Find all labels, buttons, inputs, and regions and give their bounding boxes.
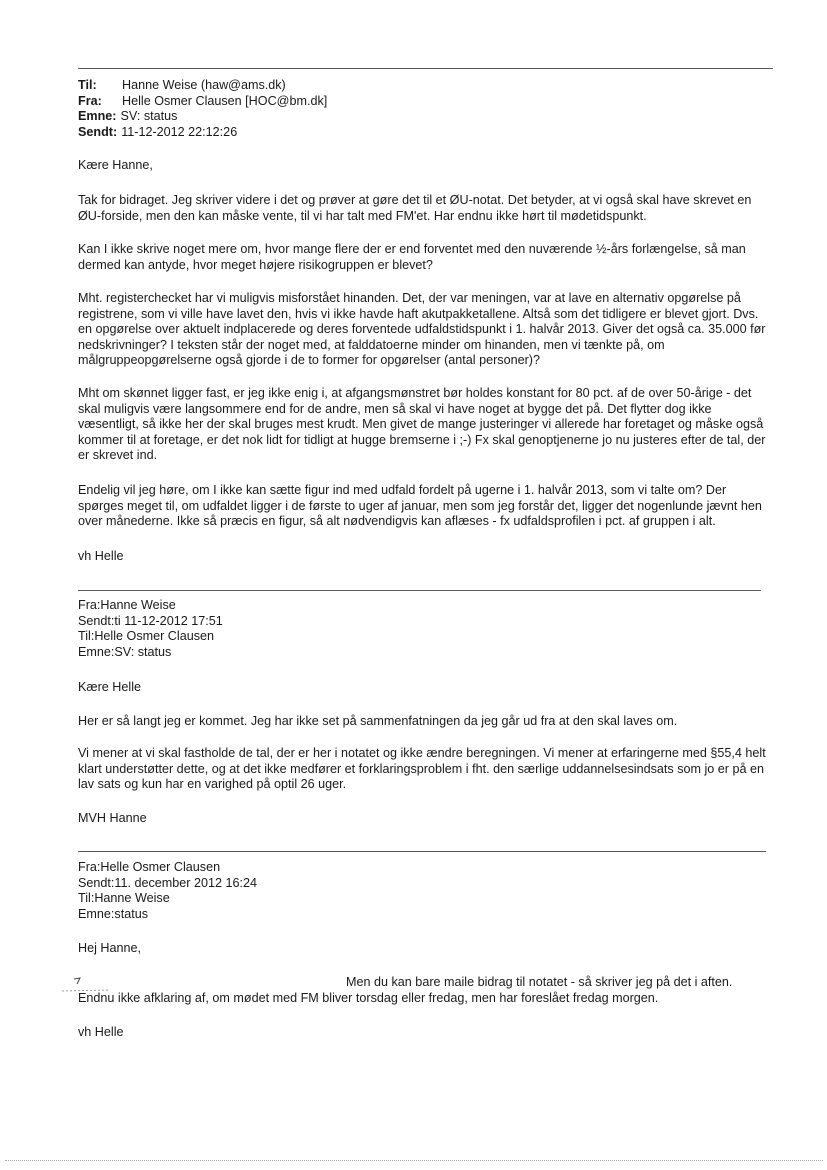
to-value: Hanne Weise (94, 891, 170, 905)
paragraph: Kan I ikke skrive noget mere om, hvor mange flere der er end forventet med den nuværende ½-års forlængelse, så man dermed kan antyde, hvor meget højere risikogruppen er blevet? (78, 242, 746, 272)
from-value: Hanne Weise (100, 598, 176, 612)
paragraph: Mht. registerchecket har vi muligvis misforstået hinanden. Det, der var meningen, var at lave en alternativ opgørelse på registrene, som vi ville have lavet den, hvis vi ikke havde haft akutpakketallene. Altså som det tidligere er blevet gjort. Dvs. en opgørelse over aktuelt indplacerede og deres forventede udfaldstidspunkt i 1. halvår 2013. Giver det også ca. 35.000 før nedskrivninger? I teksten står der noget med, at falddatoerne minder om hinanden, men vi tænkte på, om målgruppeopgørelserne også gjorde i de to former for opgørelser (antal personer)? (78, 291, 766, 367)
paragraph: Tak for bidraget. Jeg skriver videre i det og prøver at gøre det til et ØU-notat. Det betyder, at vi også skal have skrevet en ØU-forside, men den kan måske vente, til vi har talt med FM'et. Har endnu ikke hørt til mødetidspunkt. (78, 193, 752, 223)
sent-value: 11-12-2012 22:12:26 (121, 124, 238, 139)
sent-label: Sendt: (78, 875, 115, 890)
from-value: Helle Osmer Clausen (100, 860, 221, 874)
paragraph: Mht om skønnet ligger fast, er jeg ikke enig i, at afgangsmønstret bør holdes konstant for 80 pct. af de over 50-årige - det skal muligvis være langsommere end for de andre, men så skal vi have noget at bygge det på. Det flytter dog ikke væsentligt, så ikke her der skal bruges mest krudt. Men givet de mange justeringer vi allerede har foretaget og måske også kommer til at foretage, er det nok lidt for tidligt at hugge bremserne i ;-) Fx skal genoptjenerne jo nu justeres efter de tal, der er skrevet ind. (78, 386, 766, 462)
paragraph: Her er så langt jeg er kommet. Jeg har ikke set på sammenfatningen da jeg går ud fra at den skal laves om. (78, 714, 678, 728)
from-label: Fra: (78, 93, 102, 108)
signature: vh Helle (78, 1025, 124, 1039)
separator-line (78, 851, 766, 852)
from-label: Fra: (78, 860, 101, 874)
sent-value: 11. december 2012 16:24 (114, 875, 258, 890)
paragraph: Men du kan bare maile bidrag til notatet - så skriver jeg på det i aften. (346, 975, 733, 989)
subject-value: status (114, 906, 149, 921)
greeting: Kære Hanne, (78, 158, 153, 172)
paragraph: Endnu ikke afklaring af, om mødet med FM bliver torsdag eller fredag, men har foreslået fredag morgen. (78, 991, 659, 1005)
to-label: Til: (78, 891, 95, 905)
greeting: Kære Helle (78, 680, 141, 694)
sent-value: ti 11-12-2012 17:51 (114, 613, 223, 628)
subject-label: Emne: (78, 644, 115, 659)
from-label: Fra: (78, 598, 101, 612)
to-label: Til: (78, 78, 97, 92)
greeting: Hej Hanne, (78, 941, 142, 955)
to-value: Hanne Weise (haw@ams.dk) (122, 78, 286, 92)
paragraph: Vi mener at vi skal fastholde de tal, der er her i notatet og ikke ændre beregningen. Vi mener at erfaringerne med §55,4 helt klart understøtter dette, og at det ikke medfører et forklaringsproblem i fht. den særlige uddannelsesindsats som jo er på en lav sats og kun har en varighed på optil 26 uger. (78, 746, 766, 791)
email-header-3 (78, 860, 257, 922)
subject-value: SV: status (120, 109, 178, 123)
to-label: Til: (78, 629, 95, 643)
from-value: Helle Osmer Clausen [HOC@bm.dk] (122, 93, 328, 108)
email-header-2 (78, 598, 223, 660)
paragraph: Endelig vil jeg høre, om I ikke kan sætte figur ind med udfald fordelt på ugerne i 1. halvår 2013, som vi talte om? Der spørges meget til, om udfaldet ligger i de første to uger af januar, men som jeg forstår det, ligger det nogenlunde jævnt hen over månederne. Ikke så præcis en figur, så alt nødvendigvis kan aflæses - fx udfaldsprofilen i pct. af gruppen i alt. (78, 483, 762, 528)
to-value: Helle Osmer Clausen (94, 629, 215, 643)
subject-value: SV: status (114, 644, 172, 659)
signature: MVH Hanne (78, 811, 147, 825)
signature: vh Helle (78, 549, 124, 563)
separator-line (78, 68, 773, 69)
subject-label: Emne: (78, 906, 115, 921)
email-header-1 (78, 78, 327, 140)
subject-label: Emne: (78, 109, 117, 123)
page-edge-line (5, 1160, 823, 1161)
sent-label: Sendt: (78, 124, 118, 139)
sent-label: Sendt: (78, 613, 115, 628)
separator-line (78, 590, 761, 591)
